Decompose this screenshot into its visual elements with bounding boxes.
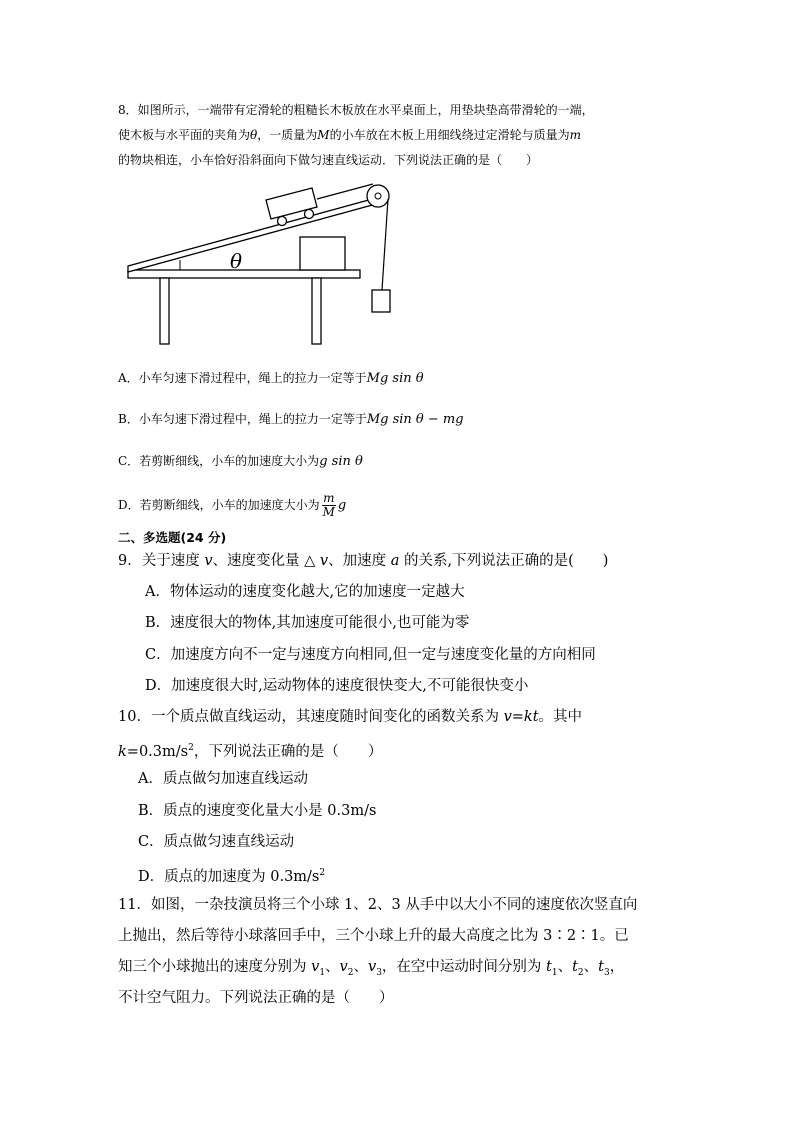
q10-option-d-text: D．质点的加速度为 0.3m/s <box>138 868 320 885</box>
q8-line-1: 8．如图所示，一端带有定滑轮的粗糙长木板放在水平桌面上，用垫块垫高带滑轮的一端， <box>118 103 594 117</box>
q10-exponent: 2 <box>188 743 194 753</box>
v3-symbol: v <box>367 959 377 975</box>
velocity-symbol: v <box>204 553 213 569</box>
q10-stem-d: ，下列说法正确的是（ ） <box>193 743 383 760</box>
table-top <box>128 270 360 278</box>
fraction-numerator: m <box>323 491 335 505</box>
q9-stem-c: 、加速度 <box>328 553 391 569</box>
fraction-denominator: M <box>322 505 335 519</box>
t3-subscript: 3 <box>603 967 610 978</box>
table-leg-right <box>312 278 321 344</box>
t1-subscript: 1 <box>551 967 558 978</box>
q9-stem-d: 的关系,下列说法正确的是( ) <box>399 553 609 569</box>
separator: 、 <box>353 959 368 975</box>
k-symbol: k <box>118 743 127 760</box>
q8-line-2c: 的小车放在木板上用细线绕过定滑轮与质量为 <box>329 128 570 142</box>
q8-line-2 <box>118 127 581 143</box>
q9-option-d: D．加速度很大时,运动物体的速度很快变大,不可能很快变小 <box>145 678 529 694</box>
velocity-symbol-2: v <box>319 553 329 569</box>
q10-stem-line-2 <box>118 738 382 762</box>
q10-option-c: C．质点做匀速直线运动 <box>138 834 295 850</box>
q10-option-d <box>138 863 325 887</box>
q8-option-d-text: D．若剪断细线，小车的加速度大小为 <box>118 498 320 512</box>
v1-subscript: 1 <box>319 967 326 978</box>
separator: 、 <box>325 959 340 975</box>
q11-line-2: 上抛出，然后等待小球落回手中，三个小球上升的最大高度之比为 3∶2∶1。已 <box>118 928 629 944</box>
q8-option-b-text: B．小车匀速下滑过程中，绳上的拉力一定等于 <box>118 412 367 426</box>
q9-option-c: C．加速度方向不一定与速度方向相同,但一定与速度变化量的方向相同 <box>145 647 596 663</box>
support-block <box>300 237 345 270</box>
q8-option-b-math: Mg sin θ − mg <box>366 412 464 427</box>
hanging-mass <box>372 290 390 312</box>
q9-stem <box>118 551 608 571</box>
cart-wheel-front <box>305 210 314 219</box>
t2-subscript: 2 <box>577 967 584 978</box>
q8-option-b <box>118 411 464 428</box>
q8-line-2a: 使木板与水平面的夹角为 <box>118 128 251 142</box>
q10-stem-a: 10．一个质点做直线运动，其速度随时间变化的函数关系为 <box>118 709 504 725</box>
q10-stem-line-1 <box>118 707 582 727</box>
mass-ratio-fraction <box>322 492 336 519</box>
q11-line-3b: ，在空中运动时间分别为 <box>381 959 547 975</box>
q8-option-a-math: Mg sin θ <box>366 371 424 386</box>
q9-option-b: B．速度很大的物体,其加速度可能很小,也可能为零 <box>145 615 470 631</box>
q9-stem-b: 、速度变化量 △ <box>212 553 320 569</box>
q10-option-b: B．质点的速度变化量大小是 0.3m/s <box>138 803 377 819</box>
acceleration-symbol: a <box>390 553 400 569</box>
incline-pulley-figure <box>120 180 410 350</box>
v3-subscript: 3 <box>376 967 382 978</box>
t3-symbol: t <box>598 959 604 975</box>
q10-stem-b: 。其中 <box>538 709 583 725</box>
q11-line-3c: ， <box>609 959 625 975</box>
q11-line-3 <box>118 957 624 983</box>
table-leg-left <box>160 278 169 344</box>
q9-option-a: A．物体运动的速度变化越大,它的加速度一定越大 <box>145 584 465 600</box>
q8-option-c-math: g sin θ <box>319 454 363 469</box>
v2-symbol: v <box>339 959 348 975</box>
q8-line-3: 的物块相连，小车恰好沿斜面向下做匀速直线运动．下列说法正确的是（ ） <box>118 153 539 167</box>
v1-symbol: v <box>311 959 320 975</box>
q11-line-4: 不计空气阻力。下列说法正确的是（ ） <box>118 990 394 1006</box>
mass-M-symbol: M <box>317 128 330 142</box>
q8-option-a-text: A．小车匀速下滑过程中，绳上的拉力一定等于 <box>118 371 367 385</box>
q11-line-1: 11．如图，一杂技演员将三个小球 1、2、3 从手中以大小不同的速度依次竖直向 <box>118 897 638 913</box>
separator: 、 <box>557 959 573 975</box>
q10-option-a: A．质点做匀加速直线运动 <box>138 771 308 787</box>
v2-subscript: 2 <box>347 967 354 978</box>
q11-line-3a: 知三个小球抛出的速度分别为 <box>118 959 312 975</box>
t1-symbol: t <box>546 959 552 975</box>
section-heading: 二、多选题(24 分) <box>118 530 227 545</box>
q8-option-a <box>118 370 424 387</box>
gravity-symbol: g <box>337 498 347 513</box>
angle-label: θ <box>230 249 243 273</box>
theta-symbol: θ <box>250 128 258 142</box>
q10-option-d-exponent: 2 <box>319 868 326 878</box>
q8-option-c <box>118 453 363 470</box>
t2-symbol: t <box>572 959 578 975</box>
mass-m-symbol: m <box>569 128 581 142</box>
q8-option-d <box>118 492 346 519</box>
q10-formula: v=kt <box>503 709 539 725</box>
q8-option-c-text: C．若剪断细线，小车的加速度大小为 <box>118 454 320 468</box>
separator: 、 <box>583 959 599 975</box>
string-incline <box>317 184 373 199</box>
q10-stem-c: =0.3m/s <box>126 743 189 760</box>
q9-stem-a: 9．关于速度 <box>118 553 205 569</box>
q8-line-2b: ，一质量为 <box>257 128 318 142</box>
string-hanging <box>382 199 388 290</box>
cart-wheel-rear <box>278 217 287 226</box>
